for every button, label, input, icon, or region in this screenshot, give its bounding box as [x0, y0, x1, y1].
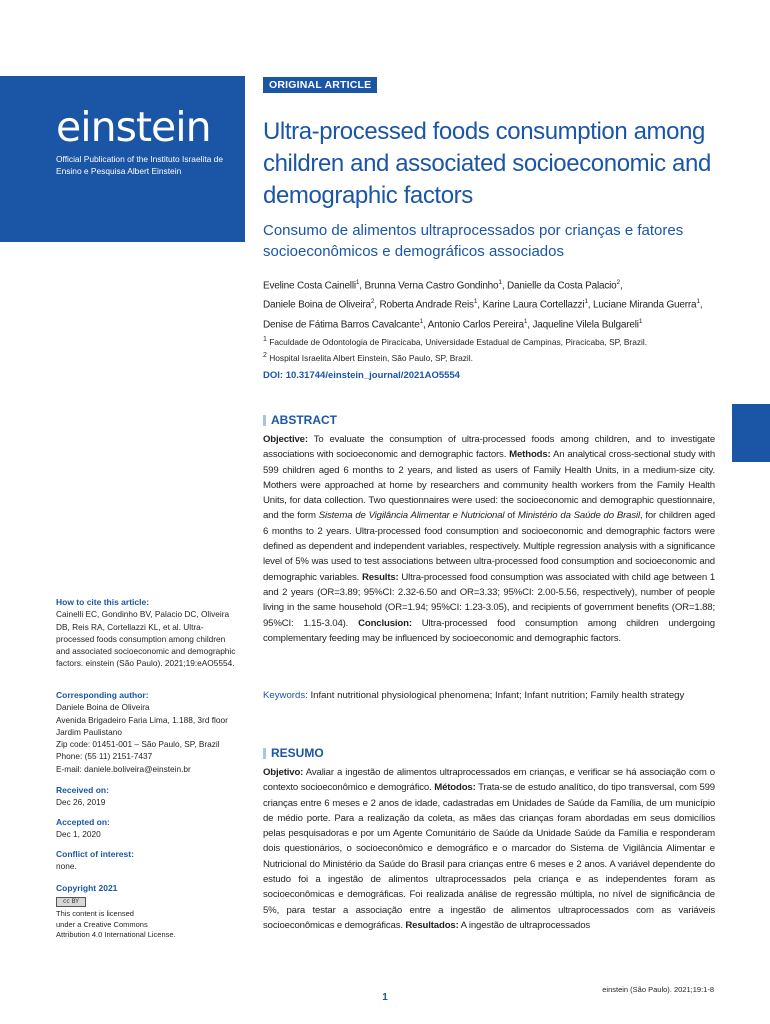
author-affiliation-number: 1 [696, 298, 700, 306]
author-name: Antonio Carlos Pereira [427, 318, 524, 330]
author-name: Danielle da Costa Palacio [507, 280, 617, 292]
received-heading: Received on: [56, 785, 109, 795]
author-name: Roberta Andrade Reis [379, 299, 474, 311]
conclusion-text: Ultra-processed food consumption among children undergoing complementary feeding may be influenced by socioeconomic and demographic factors. [263, 617, 715, 644]
author-name: Eveline Costa Cainelli [263, 280, 356, 292]
resumo-heading-text: RESUMO [271, 746, 324, 760]
author-affiliation-number: 1 [584, 298, 588, 306]
resumo-heading [263, 746, 324, 760]
corresponding-author [56, 689, 236, 775]
conclusion-label: Conclusion: [358, 617, 412, 629]
creative-commons-icon[interactable]: cc BY [56, 897, 86, 907]
license-text [56, 909, 236, 941]
objetivo-label: Objetivo: [263, 767, 304, 778]
methods-italic-term: Ministério da Saúde do Brasil [517, 510, 640, 522]
license-line: Attribution 4.0 International License. [56, 930, 176, 940]
keywords-text: Infant nutritional physiological phenomena; Infant; Infant nutrition; Family health strategy [310, 690, 685, 701]
copyright-heading: Copyright 2021 [56, 883, 118, 893]
affiliation-item [263, 349, 733, 365]
journal-issn: ISSN: 1679-4508 | e-ISSN: 2317-6385 [56, 212, 210, 222]
doi-link[interactable]: DOI: 10.31744/einstein_journal/2021AO5554 [263, 370, 460, 381]
affiliation-number: 2 [263, 351, 267, 359]
author-list: Eveline Costa Cainelli$^1$, Brunna Verna Castro Gondinho$^1$, Danielle da Costa Palacio$^2$, Daniele Boina de Oliveira$^2$, Roberta Andrade Reis$^1$, Karine Laura Cortellazzi$^1$, Luciane Miranda Guerra$^1$, Denise de Fátima Barros Cavalcante$^1$, Antonio Carlos Pereira$^1$, Jaqueline Vilela Bulgareli$^1$ [263, 279, 703, 330]
results-text: Ultra-processed food consumption was associated with child age between 1 and 2 years (OR=3.89; 95%CI: 2.32-6.50 and OR=3.33; 95%CI: 2.00-5.56, respectively), number of people living in the same household (OR=1.94; 95%CI: 1.23-3.05), and recipients of government benefits (OR=1.88; 95%CI: 1.15-3.04). [263, 571, 716, 629]
objective-text: To evaluate the consumption of ultra-processed foods among children, and to investigate associations with socioeconomic and demographic factors. [263, 434, 716, 461]
author-affiliation-number: 1 [638, 317, 643, 325]
author-name: Karine Laura Cortellazzi [482, 299, 585, 311]
affiliation-number: 1 [263, 336, 267, 343]
accepted-date [56, 816, 236, 841]
conflict-value: none. [56, 861, 77, 872]
corresponding-address: Avenida Brigadeiro Faria Lima, 1.188, 3rd floor [56, 714, 228, 725]
corresponding-heading: Corresponding author: [56, 690, 149, 700]
author-name: Daniele Boina de Oliveira [263, 299, 371, 311]
journal-publisher-line: Official Publication of the Instituto Israelita de Ensino e Pesquisa Albert Einstein [56, 154, 223, 176]
metodos-label: Métodos: [434, 782, 476, 794]
conflict-heading: Conflict of interest: [56, 849, 134, 859]
heading-bar [263, 415, 266, 426]
accepted-heading: Accepted on: [56, 817, 110, 827]
corresponding-zip: Zip code: 01451-001 – São Paulo, SP, Brazil [56, 739, 220, 750]
article-type-tag: ORIGINAL ARTICLE [263, 77, 377, 93]
author-affiliation-number: 1 [355, 279, 360, 286]
methods-italic-term: Sistema de Vigilância Alimentar e Nutricional [318, 510, 505, 522]
keywords-label: Keywords: [263, 690, 308, 701]
metodos-text: Trata-se de estudo analítico, do tipo transversal, com 599 crianças entre 6 meses e 2 anos de idade, cadastradas em Unidades de Saúde da Família, de um município de médio porte. Para a realização da coleta, as mães das crianças foram abordadas em seus domicílios pelas pesquisadoras e por um Agente Comunitário de Saúde da Unidade Saúde da Família e responderam dois questionários, o socioeconômico e demográfico e o marcador do Sistema de Vigilância Alimentar e Nutricional do Ministério da Saúde do Brasil para crianças entre 6 meses e 2 anos. A variável dependente do estudo foi a ingestão de alimentos ultraprocessados pela criança e as independentes foram as socioeconômicas e demográficas. Foi realizada análise de regressão múltipla, no nível de significância de 5%, para testar a associação entre a ingestão de alimentos ultraprocessados com as variáveis socioeconômicas e demográficas. [263, 782, 715, 931]
author-name: Luciane Miranda Guerra [592, 299, 697, 311]
methods-text-cont: , for children aged 6 months to 2 years. Ultra-processed food consumption and socioeconomic and demographic factors were defined as dependent and independent variables, respectively. Multiple regression analysis with a significance level of 5% was used to test associations between ultra-processed food consumption and socioeconomic and demographic variables. [263, 510, 716, 583]
methods-text: An analytical cross-sectional study with 599 children aged 6 months to 2 years, and listed as users of Family Health Units, in a medium-size city. Mothers were approached at home by researchers and community health workers from the Family Health Units, for data collection. Two questionnaires were used: the socioeconomic and demographic questionnaire, and the form [263, 449, 716, 522]
how-to-cite [56, 596, 236, 670]
resultados-label: Resultados: [405, 919, 459, 931]
affiliation-item [263, 333, 733, 349]
methods-label: Methods: [509, 449, 551, 461]
affiliation-text: Hospital Israelita Albert Einstein, São Paulo, SP, Brazil. [269, 352, 473, 363]
license-line: under a Creative Commons [56, 919, 148, 929]
abstract-heading [263, 413, 337, 427]
objective-label: Objective: [263, 434, 308, 445]
author-name: Jaqueline Vilela Bulgareli [532, 318, 639, 330]
footer-citation: einstein (São Paulo). 2021;19:1-8 [602, 985, 714, 994]
author-affiliation-number: 1 [419, 317, 424, 325]
abstract-body [263, 432, 715, 646]
author-affiliation-number: 1 [498, 279, 502, 286]
author-affiliation-number: 2 [370, 298, 375, 306]
corresponding-address: Jardim Paulistano [56, 726, 122, 737]
journal-logo: einstein [56, 103, 211, 151]
author-affiliation-number: 2 [616, 279, 620, 286]
abstract-heading-text: ABSTRACT [271, 413, 337, 427]
corresponding-email[interactable]: E-mail: daniele.boliveira@einstein.br [56, 763, 191, 774]
cite-heading: How to cite this article: [56, 597, 150, 607]
author-name: Denise de Fátima Barros Cavalcante [263, 318, 420, 330]
methods-connector: of [507, 510, 515, 522]
author-name: Brunna Verna Castro Gondinho [364, 280, 499, 292]
affiliation-list [263, 333, 733, 365]
keywords [263, 688, 715, 703]
article-subtitle: Consumo de alimentos ultraprocessados por crianças e fatores socioeconômicos e demográficos associados [263, 222, 684, 260]
page-number: 1 [382, 992, 388, 1003]
resultados-text: A ingestão de ultraprocessados [460, 919, 591, 931]
license-line: This content is licensed [56, 909, 134, 919]
heading-bar [263, 748, 266, 759]
author-affiliation-number: 1 [523, 317, 528, 325]
article-title: Ultra-processed foods consumption among children and associated socioeconomic and demographic factors [263, 118, 711, 209]
received-value: Dec 26, 2019 [56, 797, 106, 808]
resumo-body [263, 765, 715, 933]
results-label: Results: [361, 571, 399, 583]
received-date [56, 784, 236, 809]
accepted-value: Dec 1, 2020 [56, 829, 101, 840]
conflict-of-interest [56, 848, 236, 873]
cite-text: Cainelli EC, Gondinho BV, Palacio DC, Oliveira DB, Reis RA, Cortellazzi KL, et al. Ultra-processed foods consumption among children and associated socioeconomic and demographic factors. einstein (São Paulo). 2021;19:eAO5554. [56, 609, 236, 669]
affiliation-text: Faculdade de Odontologia de Piracicaba, Universidade Estadual de Campinas, Piracicaba, SP, Brazil. [269, 336, 648, 347]
page-edge-tab [732, 404, 770, 462]
copyright-block [56, 882, 236, 941]
objetivo-text: Avaliar a ingestão de alimentos ultraprocessados em crianças, e verificar se há associação com o contexto socioeconômico e demográfico. [263, 767, 715, 794]
author-affiliation-number: 1 [473, 298, 478, 306]
corresponding-phone: Phone: (55 11) 2151-7437 [56, 751, 153, 762]
corresponding-name: Daniele Boina de Oliveira [56, 702, 150, 713]
